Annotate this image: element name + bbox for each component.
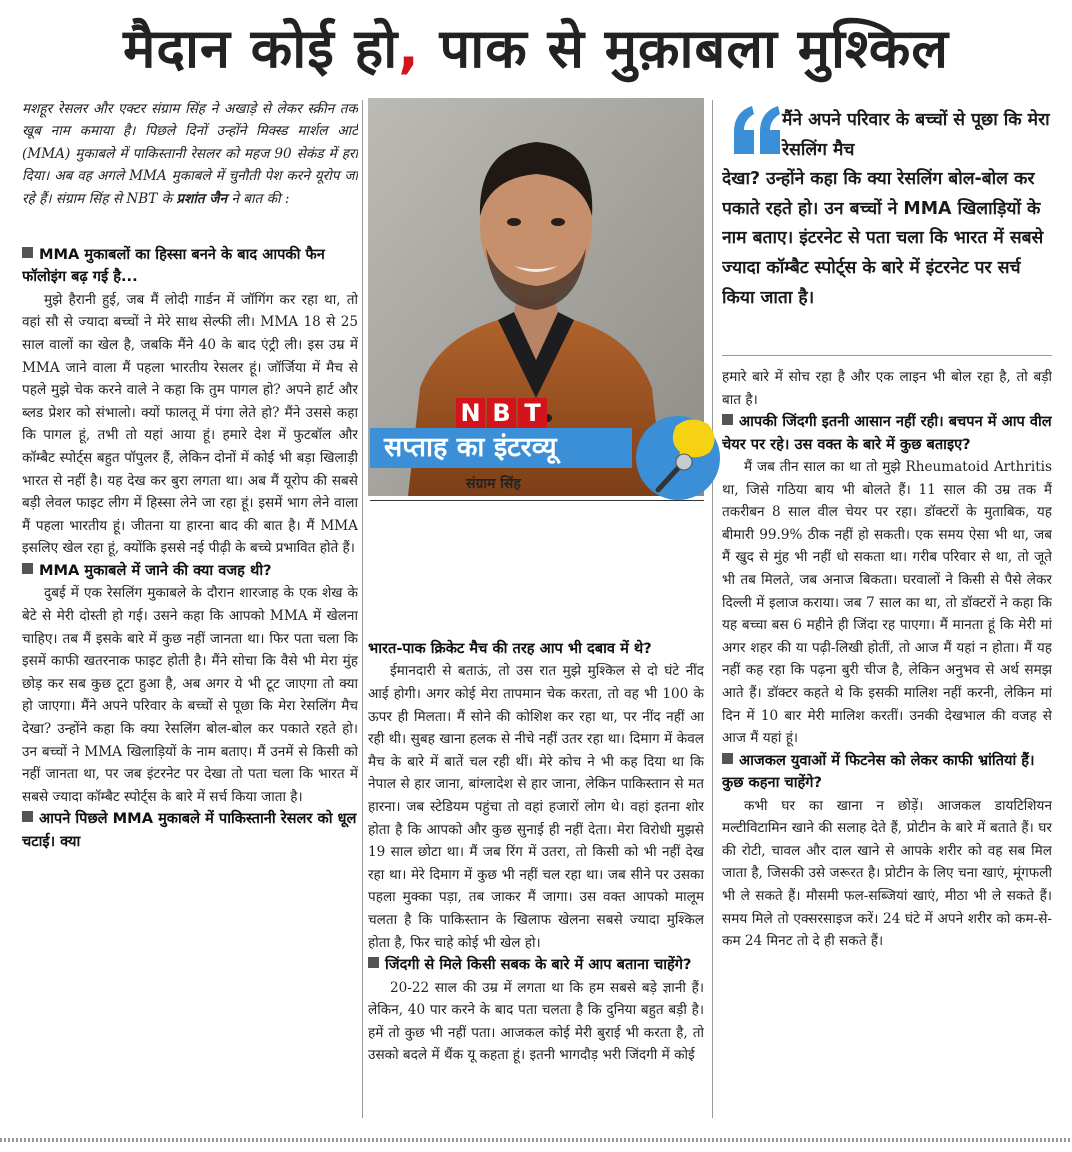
square-bullet-icon — [22, 811, 33, 822]
headline-comma: , — [398, 17, 420, 80]
question-fan-following — [22, 244, 358, 289]
nbt-logo-letter: B — [487, 398, 516, 428]
nbt-series-banner — [368, 398, 720, 506]
square-bullet-icon — [368, 957, 379, 968]
nbt-logo — [456, 398, 547, 428]
question-pressure — [368, 638, 704, 660]
middle-column — [368, 98, 704, 1121]
square-bullet-icon — [722, 414, 733, 425]
series-title: सप्ताह का इंटरव्यू — [370, 428, 632, 468]
square-bullet-icon — [722, 753, 733, 764]
microphone-speech-bubble-icon — [636, 404, 720, 504]
question-text: MMA मुकाबलों का हिस्सा बनने के बाद आपकी फैन फॉलोइंग बढ़ गई है... — [22, 246, 325, 286]
banner-spacer — [368, 496, 704, 638]
answer-pressure: ईमानदारी से बताऊं, तो उस रात मुझे मुश्किल से दो घंटे नींद आई होगी। अगर कोई मेरा तापमान चेक करता, तो वह भी 100 के ऊपर ही मिलता। मैं सोने की कोशिश कर रहा था, पर नींद नहीं आ रही थी। सुबह खाना हलक से नीचे नहीं उतर रहा था। दिमाग में केवल मैच के बारे में बातें चल रही थीं। मेरे कोच ने भी कह दिया था कि नेपाल से हार जाना, बांग्लादेश से हार जाना, लेकिन पाकिस्तान से मत हारना। जब स्टेडियम पहुंचा तो वहां हजारों लोग थे। वहां इतना शोर होता है कि आपको और कुछ सुनाई ही नहीं देता। मेरा विरोधी मुझसे 19 साल छोटा था। मैं जब रिंग में उतरा, तो किसी को भी नहीं देख रहा था। मेरे दिमाग में कुछ भी नहीं चल रहा था। जब सीने पर उसका पहला मुक्का पड़ा, तब जाकर मैं जागा। उस वक्त आपको मालूम चलता है कि पाकिस्तान के खिलाफ खेलना सबसे ज्यादा मुश्किल होता है, फिर चाहे कोई भी खेल हो। — [368, 663, 704, 951]
question-text: जिंदगी से मिले किसी सबक के बारे में आप बताना चाहेंगे? — [385, 956, 692, 974]
question-fitness — [722, 750, 1052, 795]
pull-quote-first-line: मैंने अपने परिवार के बच्चों से पूछा कि मेरा रेसलिंग मैच — [782, 110, 1050, 160]
intro-author: प्रशांत जैन — [176, 190, 228, 207]
question-text: आपने पिछले MMA मुकाबले में पाकिस्तानी रेसलर को धूल चटाई। क्या — [22, 810, 357, 850]
question-pak-match — [22, 808, 358, 853]
answer-mma-reason: दुबई में एक रेसलिंग मुकाबले के दौरान शारजाह के एक शेख के बेटे से मेरी दोस्ती हो गई। उसने कहा कि आपको MMA में खेलना चाहिए। तब मैं इसके बारे में कुछ नहीं जानता था। फिर पता चला कि इसमें काफी खतरनाक फाइट होती है। मैंने सोचा कि वैसे भी मेरा मुंह छोड़ कर सब कुछ टूटा हुआ है, अब अगर ये भी टूट जाएगा तो क्या हो जाएगा। मैंने अपने परिवार के बच्चों से पूछा कि मेरा रेसलिंग मैच देखा? उन्होंने कहा कि क्या रेसलिंग बोल-बोल कर पकाते रहते हो। उन बच्चों ने MMA खिलाड़ियों के नाम बताए। मैं उनमें से किसी को नहीं जानता था, पर जब इंटरनेट पर देखा तो पता चला कि भारत में सबसे ज्यादा कॉम्बैट स्पोर्ट्स के बारे में सर्च किया जाता है। — [22, 585, 358, 805]
nbt-logo-letter: N — [456, 398, 485, 428]
column-divider-left — [362, 100, 363, 1118]
question-text: आजकल युवाओं में फिटनेस को लेकर काफी भ्रांतियां हैं। कुछ कहना चाहेंगे? — [722, 751, 1035, 792]
column-divider-right — [712, 100, 713, 1118]
intro-paragraph — [22, 98, 358, 210]
question-mma-reason — [22, 560, 358, 582]
answer-childhood: मैं जब तीन साल का था तो मुझे Rheumatoid Arthritis था, जिसे गठिया बाय भी बोलते हैं। 11 साल की उम्र तक मैं तकरीबन 8 साल वील चेयर पर रहा। डॉक्टरों के मुताबिक, यह बीमारी 99.9% ठीक नहीं हो सकती। एक समय ऐसा भी था, जब मैं खुद से मुंह भी नहीं धो सकता था। गरीब परिवार से था, तो जूते भी तब मिलते, जब अनाज बिकता। घरवालों ने किसी से पैसे लेकर दिल्ली में इलाज कराया। जब 7 साल का था, तो डॉक्टरों ने कहा कि यह बच्चा बस 6 महीने ही जिंदा रह पाएगा। मैं मानता हूं कि मेरी मां अगर शहर की या पढ़ी-लिखी होतीं, तो आज मैं यहां न होता। मैं यह नहीं कह रहा कि पढ़ना बुरी चीज है, लेकिन अनुभव से अर्थ समझ आते हैं। डॉक्टर कहते थे कि इसकी मालिश नहीं करनी, लेकिन मां दिन में 10 बार मेरी मालिश करतीं। उनकी देखभाल की वजह से आज मैं यहां हूं। — [722, 459, 1052, 747]
question-childhood — [722, 411, 1052, 456]
pull-quote-rest: देखा? उन्होंने कहा कि क्या रेसलिंग बोल-बोल कर पकाते रहते हो। उन बच्चों ने MMA खिलाड़ियों के नाम बताए। इंटरनेट से पता चला कि भारत में सबसे ज्यादा कॉम्बैट स्पोर्ट्स के बारे में इंटरनेट पर सर्च किया जाता है। — [722, 169, 1044, 308]
question-text: भारत-पाक क्रिकेट मैच की तरह आप भी दबाव में थे? — [368, 640, 652, 657]
spacer — [22, 210, 358, 244]
pull-quote — [722, 98, 1052, 356]
quote-mark-icon — [730, 102, 786, 158]
headline — [0, 8, 1072, 90]
bottom-dotted-rule — [0, 1138, 1072, 1142]
answer-continued: हमारे बारे में सोच रहा है और एक लाइन भी बोल रहा है, तो बड़ी बात है। — [722, 369, 1052, 408]
banner-underline — [370, 500, 704, 501]
left-column — [22, 98, 358, 1121]
answer-life-lesson: 20-22 साल की उम्र में लगता था कि हम सबसे बड़े ज्ञानी हैं। लेकिन, 40 पार करने के बाद पता चलता है कि दुनिया बहुत बड़ी है। हमें तो कुछ भी नहीं पता। आजकल कोई मेरी बुराई भी करता है, तो उसको बदले में थैंक यू कहता हूं। इतनी भागदौड़ भरी जिंदगी में कोई — [368, 979, 704, 1064]
nbt-logo-letter: T — [518, 398, 547, 428]
headline-part1: मैदान कोई हो — [123, 17, 399, 80]
headline-part2: पाक से मुक़ाबला मुश्किल — [419, 17, 949, 80]
intro-text: मशहूर रेसलर और एक्टर संग्राम सिंह ने अखाड़े से लेकर स्क्रीन तक खूब नाम कमाया है। पिछले दिनों उन्होंने मिक्स्ड मार्शल आर्ट (MMA) मुकाबले में पाकिस्तानी रेसलर को महज 90 सेकंड में हरा दिया। अब वह अगले MMA मुकाबले में चुनौती पेश करने यूरोप जा रहे हैं। संग्राम सिंह से NBT के — [22, 101, 358, 207]
intro-suffix: ने बात की : — [227, 190, 290, 207]
right-column — [722, 98, 1052, 1121]
interviewee-byline: संग्राम सिंह — [466, 476, 521, 492]
question-text: MMA मुकाबले में जाने की क्या वजह थी? — [39, 561, 272, 579]
answer-fan-following: मुझे हैरानी हुई, जब मैं लोदी गार्डन में जॉगिंग कर रहा था, तो वहां सौ से ज्यादा बच्चों ने मेरे साथ सेल्फी ली। MMA 18 से 25 साल वालों का खेल है, जबकि मैंने 40 के बाद एंट्री ली। इस उम्र में MMA जाने वाला मैं पहला भारतीय रेसलर हूं। जॉर्जिया में मैच से पहले मुझे चेक करने वाले ने कहा कि तुम पागल हो? अपने हार्ट और ब्लड प्रेशर को संभालो। क्यों फालतू में पंगा लेते हो? मैंने उससे कहा कि पागल हूं, तभी तो यहां आया हूं। हमारे देश में फुटबॉल और कॉम्बैट स्पोर्ट्स बहुत पॉपुलर हैं, लेकिन दोनों में कोई भी बड़ा खिलाड़ी भारत से नहीं है। यह देख कर बुरा लगता था। अब मैं यूरोप की सबसे बड़ी लेवल फाइट लीग में हिस्सा लेने जा रहा हूं। इसमें भाग लेने वाला मैं पहला भारतीय हूं। जीतना या हारना बाद की बात है। मैं MMA इसलिए खेल रहा हूं, क्योंकि इससे नई पीढ़ी के बच्चे प्रभावित होते हैं। — [22, 291, 358, 557]
question-text: आपकी जिंदगी इतनी आसान नहीं रही। बचपन में आप वील चेयर पर रहे। उस वक्त के बारे में कुछ बताइए? — [722, 413, 1052, 453]
square-bullet-icon — [22, 563, 33, 574]
answer-fitness: कभी घर का खाना न छोड़ें। आजकल डायटिशियन मल्टीविटामिन खाने की सलाह देते हैं, प्रोटीन के बारे में बताते हैं। घर की रोटी, चावल और दाल खाने से आपके शरीर को वह सब मिल जाता है, जिसकी उसे जरूरत है। प्रोटीन के लिए चना खाएं, मूंगफली भी ले सकते हैं। मौसमी फल-सब्जियां खाएं, मीठा भी ले सकते हैं। समय मिले तो एक्सरसाइज करें। 24 घंटे में अपने शरीर को कम-से-कम 24 मिनट तो दे ही सकते हैं। — [722, 797, 1052, 950]
square-bullet-icon — [22, 247, 33, 258]
question-life-lesson — [368, 954, 704, 976]
